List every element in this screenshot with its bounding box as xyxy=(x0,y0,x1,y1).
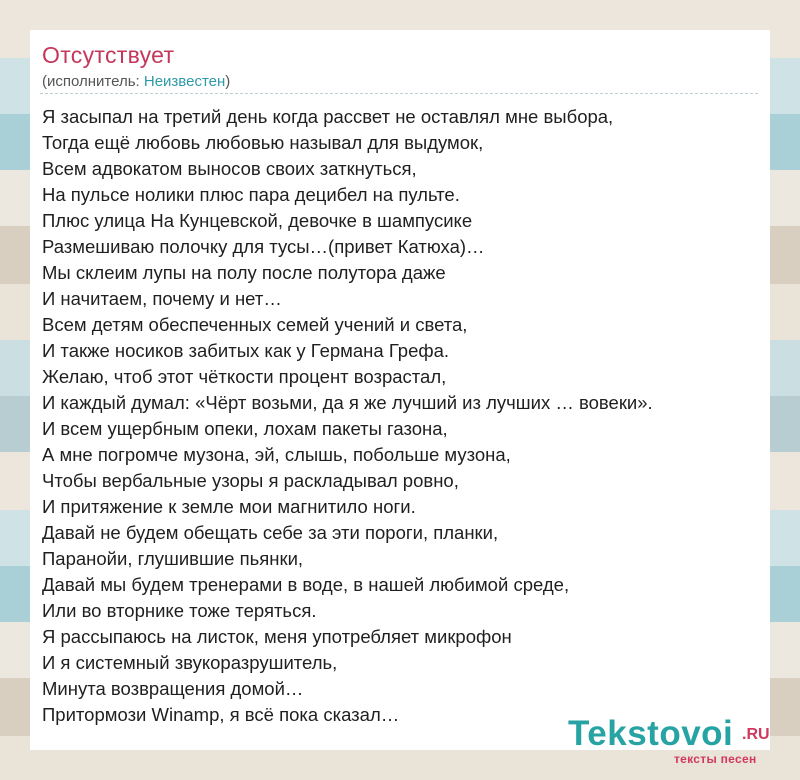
lyrics-text xyxy=(42,104,653,728)
divider xyxy=(40,93,758,94)
lyric-line: Минута возвращения домой… xyxy=(42,678,304,699)
lyric-line: Всем детям обеспеченных семей учений и света, xyxy=(42,314,468,335)
lyric-line: Чтобы вербальные узоры я раскладывал ровно, xyxy=(42,470,459,491)
lyric-line: Желаю, чтоб этот чёткости процент возрастал, xyxy=(42,366,447,387)
artist-link[interactable]: Неизвестен xyxy=(143,73,226,90)
lyric-line: Или во вторнике тоже теряться. xyxy=(42,600,317,621)
lyric-line: Паранойи, глушившие пьянки, xyxy=(42,548,304,569)
lyric-line: Притормози Winamp, я всё пока сказал… xyxy=(42,704,400,725)
lyric-line: Тогда ещё любовь любовью называл для выдумок, xyxy=(42,132,484,153)
lyric-line: И начитаем, почему и нет… xyxy=(42,288,282,309)
lyric-line: И всем ущербным опеки, лохам пакеты газона, xyxy=(42,418,448,439)
lyric-line: И также носиков забитых как у Германа Грефа. xyxy=(42,340,450,361)
lyric-line: А мне погромче музона, эй, слышь, побольше музона, xyxy=(42,444,511,465)
site-logo[interactable] xyxy=(568,714,778,764)
lyric-line: На пульсе нолики плюс пара децибел на пульте. xyxy=(42,184,460,205)
lyric-line: Давай не будем обещать себе за эти пороги, планки, xyxy=(42,522,499,543)
lyric-line: Мы склеим лупы на полу после полутора даже xyxy=(42,262,446,283)
lyric-line: Давай мы будем тренерами в воде, в нашей любимой среде, xyxy=(42,574,570,595)
lyrics-card xyxy=(30,30,770,766)
logo-wordmark: Tekstovoi xyxy=(568,714,734,753)
song-title: Отсутствует xyxy=(42,42,175,68)
artist-line xyxy=(42,73,230,90)
lyric-line: И я системный звукоразрушитель, xyxy=(42,652,338,673)
lyric-line: Плюс улица На Кунцевской, девочке в шампусике xyxy=(42,210,473,231)
lyric-line: Я рассыпаюсь на листок, меня употребляет микрофон xyxy=(42,626,512,647)
lyric-line: Всем адвокатом выносов своих заткнуться, xyxy=(42,158,417,179)
lyric-line: Размешиваю полочку для тусы…(привет Катюха)… xyxy=(42,236,485,257)
lyric-line: И каждый думал: «Чёрт возьми, да я же лучший из лучших … вовеки». xyxy=(42,392,653,413)
logo-domain: .RU xyxy=(742,726,770,743)
lyric-line: Я засыпал на третий день когда рассвет не оставлял мне выбора, xyxy=(42,106,614,127)
lyric-line: И притяжение к земле мои магнитило ноги. xyxy=(42,496,416,517)
artist-suffix: ) xyxy=(225,73,231,90)
artist-prefix: (исполнитель: xyxy=(42,73,144,90)
logo-tagline: тексты песен xyxy=(674,752,757,766)
